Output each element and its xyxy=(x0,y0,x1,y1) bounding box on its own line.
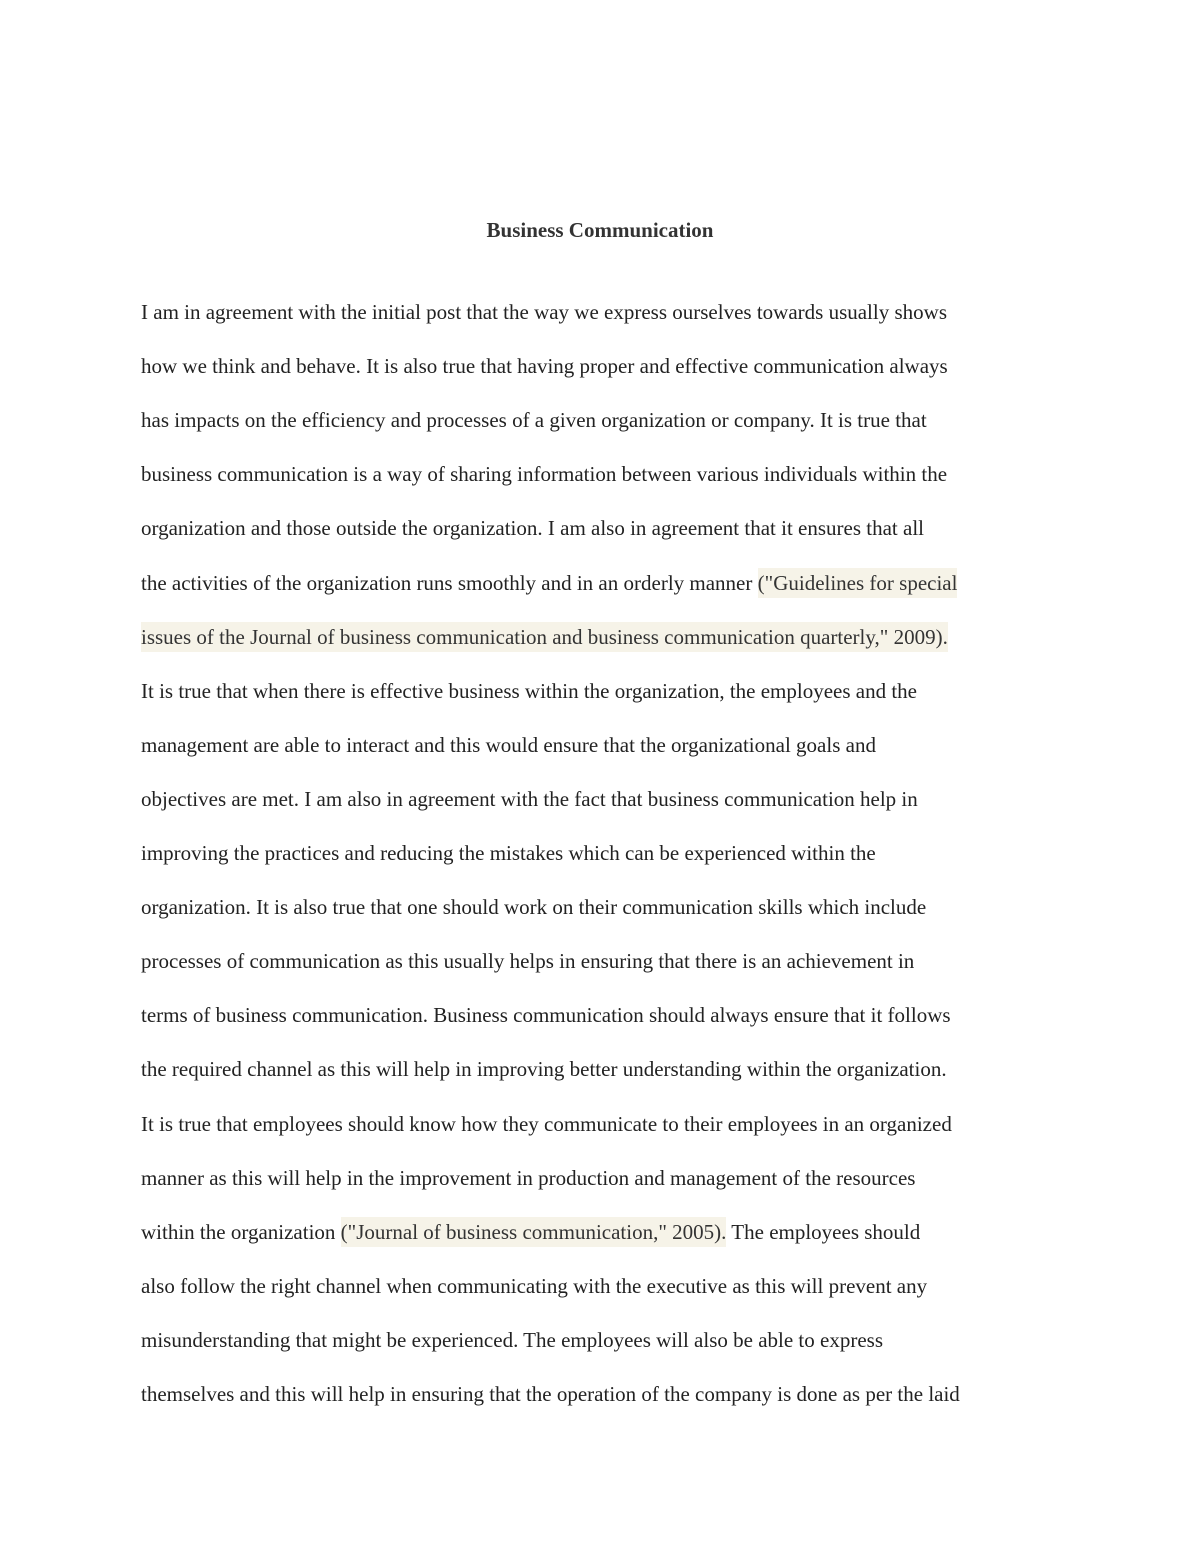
body-line xyxy=(141,346,948,386)
line-text: The employees should xyxy=(726,1219,921,1244)
line-text: processes of communication as this usually helps in ensuring that there is an achievement in xyxy=(141,949,915,974)
body-line xyxy=(141,1158,915,1198)
body-line xyxy=(141,400,927,440)
line-text: the required channel as this will help in improving better understanding within the organization. xyxy=(141,1057,947,1082)
body-line xyxy=(141,617,948,657)
line-text: how we think and behave. It is also true that having proper and effective communication always xyxy=(141,354,948,379)
body-line xyxy=(141,508,924,548)
body-line xyxy=(141,995,951,1035)
body-line xyxy=(141,563,957,603)
body-line xyxy=(141,941,914,981)
body-line xyxy=(141,725,876,765)
line-text: It is true that employees should know how they communicate to their employees in an organized xyxy=(141,1111,952,1136)
citation: ("Guidelines for special xyxy=(758,568,958,598)
body-line xyxy=(141,671,917,711)
body-line xyxy=(141,779,918,819)
line-text: themselves and this will help in ensuring that the operation of the company is done as per the laid xyxy=(141,1382,960,1406)
body-line xyxy=(141,1266,927,1306)
line-text: It is true that when there is effective business within the organization, the employees and the xyxy=(141,678,918,703)
line-text: within the organization xyxy=(141,1219,341,1244)
line-text: management are able to interact and this would ensure that the organizational goals and xyxy=(141,732,876,757)
body-line xyxy=(141,1104,952,1144)
line-text: has impacts on the efficiency and processes of a given organization or company. It is true that xyxy=(141,408,927,433)
line-text: organization. It is also true that one should work on their communication skills which include xyxy=(141,895,927,920)
line-text: organization and those outside the organization. I am also in agreement that it ensures that all xyxy=(141,516,924,541)
line-text: business communication is a way of sharing information between various individuals within the xyxy=(141,462,948,487)
citation: issues of the Journal of business communication and business communication quarterly," 2009). xyxy=(141,622,948,652)
body-line xyxy=(141,1049,947,1089)
body-line xyxy=(141,887,926,927)
body-line xyxy=(141,1212,920,1252)
body-line xyxy=(141,1374,960,1414)
body-line xyxy=(141,454,947,494)
document-title: Business Communication xyxy=(486,218,714,242)
body-line xyxy=(141,292,947,332)
line-text: improving the practices and reducing the mistakes which can be experienced within the xyxy=(141,841,876,865)
line-text: also follow the right channel when communicating with the executive as this will prevent any xyxy=(141,1273,928,1298)
line-text: objectives are met. I am also in agreement with the fact that business communication help in xyxy=(141,786,918,811)
body-line xyxy=(141,1320,883,1360)
line-text: terms of business communication. Business communication should always ensure that it follows xyxy=(141,1003,951,1028)
citation: ("Journal of business communication," 2005). xyxy=(341,1217,727,1247)
line-text: I am in agreement with the initial post that the way we express ourselves towards usually shows xyxy=(141,300,947,324)
line-text: misunderstanding that might be experienced. The employees will also be able to express xyxy=(141,1327,883,1352)
line-text: manner as this will help in the improvement in production and management of the resources xyxy=(141,1165,916,1190)
body-line xyxy=(141,833,876,873)
line-text: the activities of the organization runs smoothly and in an orderly manner xyxy=(141,570,758,595)
